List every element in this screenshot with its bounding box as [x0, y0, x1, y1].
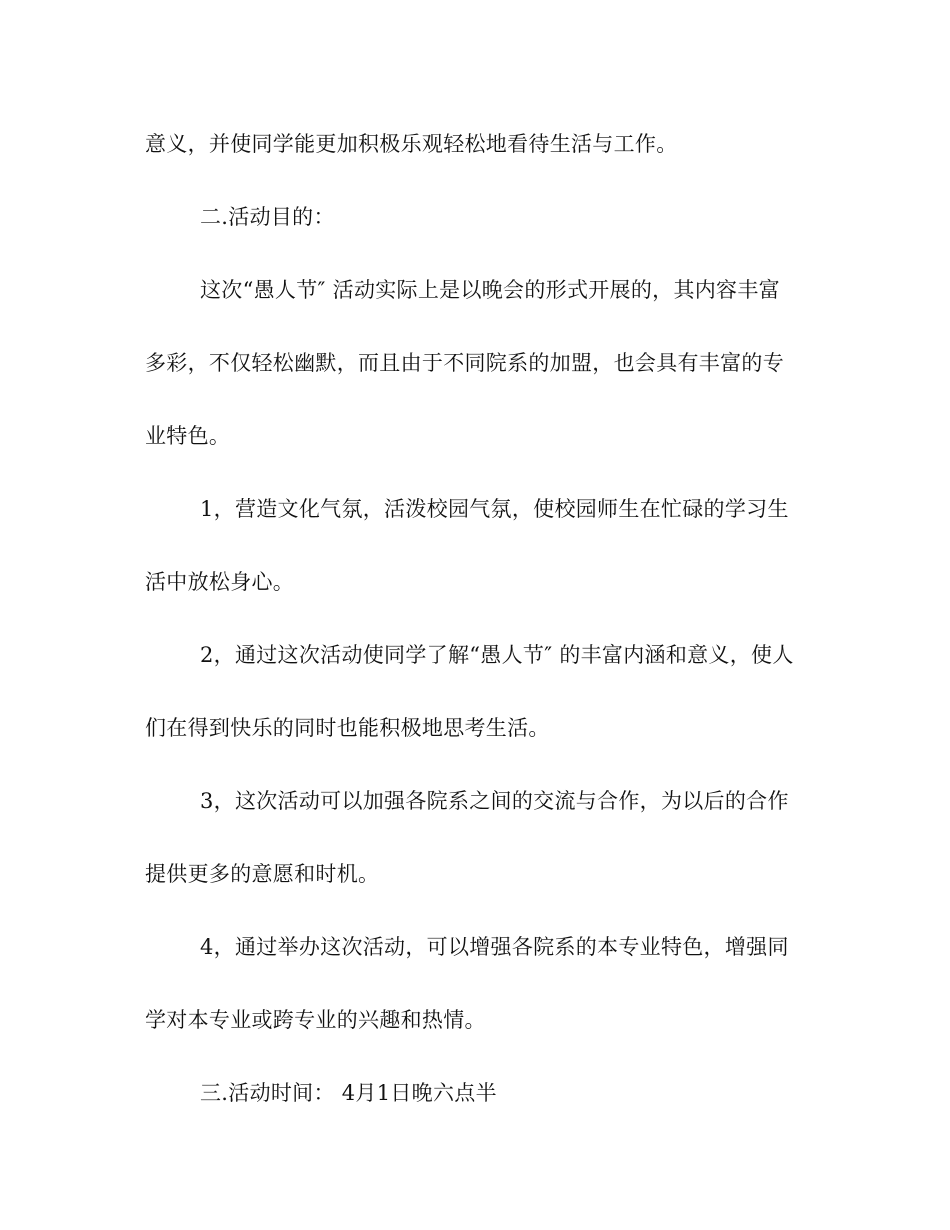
paragraph-line: 多彩，不仅轻松幽默，而且由于不同院系的加盟，也会具有丰富的专 — [145, 351, 784, 375]
section-heading-purpose: 二.活动目的： — [200, 205, 335, 229]
list-item-3-line: 3，这次活动可以加强各院系之间的交流与合作，为以后的合作 — [200, 789, 789, 813]
section-heading-time: 三.活动时间： 4月1日晚六点半 — [200, 1081, 497, 1105]
paragraph-line: 这次“愚人节″ 活动实际上是以晚会的形式开展的，其内容丰富 — [200, 278, 780, 302]
list-item-4-line: 4，通过举办这次活动，可以增强各院系的本专业特色，增强同 — [200, 935, 789, 959]
list-item-2-line: 们在得到快乐的同时也能积极地思考生活。 — [145, 716, 550, 740]
list-item-3-line: 提供更多的意愿和时机。 — [145, 862, 380, 886]
paragraph-line: 业特色。 — [145, 424, 231, 448]
list-item-1-line: 活中放松身心。 — [145, 570, 295, 594]
list-item-2-line: 2，通过这次活动使同学了解“愚人节″ 的丰富内涵和意义，使人 — [200, 643, 794, 667]
list-item-1-line: 1，营造文化气氛，活泼校园气氛，使校园师生在忙碌的学习生 — [200, 497, 789, 521]
list-item-4-line: 学对本专业或跨专业的兴趣和热情。 — [145, 1008, 486, 1032]
paragraph-line-continuation: 意义，并使同学能更加积极乐观轻松地看待生活与工作。 — [145, 132, 678, 156]
